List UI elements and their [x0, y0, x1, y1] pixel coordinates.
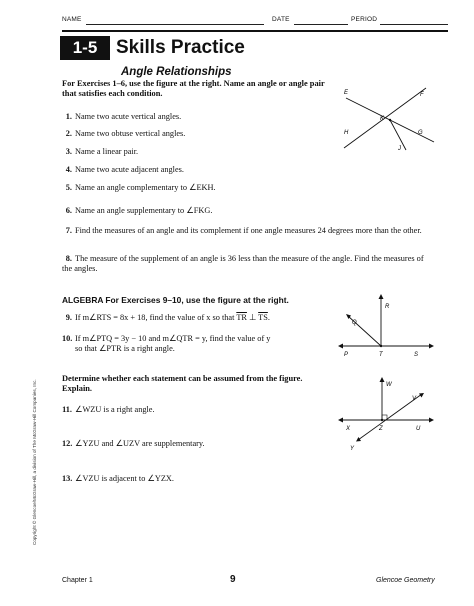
label-x: X — [346, 426, 351, 432]
q-text: Name an angle complementary to ∠EKH. — [75, 183, 216, 192]
q-number: 7. — [65, 226, 72, 235]
arrow-up-icon — [379, 294, 384, 299]
label-u: U — [416, 426, 421, 432]
arrow-up-icon — [380, 377, 385, 382]
question-2 — [62, 129, 185, 139]
q-end: . — [267, 313, 270, 322]
q-number: 13. — [62, 474, 73, 483]
point-k — [389, 119, 391, 121]
q-text: ∠VZU is adjacent to ∠YZX. — [75, 474, 174, 483]
figure-intersecting-lines — [336, 76, 446, 166]
q-number: 12. — [62, 439, 73, 448]
label-y: Y — [350, 446, 355, 452]
question-12 — [62, 439, 205, 449]
q-text: Name a linear pair. — [75, 147, 139, 156]
question-10 — [62, 334, 270, 344]
q-number: 5. — [65, 183, 72, 192]
question-10-cont: so that ∠PTR is a right angle. — [75, 344, 175, 353]
q-text: ∠YZU and ∠UZV are supplementary. — [75, 439, 205, 448]
date-line[interactable] — [294, 24, 348, 25]
question-5 — [62, 183, 216, 193]
q-text: If m∠RTS = 8x + 18, find the value of x so that — [75, 313, 237, 322]
label-w: W — [386, 382, 392, 388]
q-number: 3. — [65, 147, 72, 156]
arrow-left-icon — [338, 344, 343, 349]
q-text: Name an angle supplementary to ∠FKG. — [75, 206, 213, 215]
perp-symbol: ⊥ — [246, 313, 259, 322]
q-text: Name two acute adjacent angles. — [75, 165, 184, 174]
question-6 — [62, 206, 212, 216]
q-text: Find the measures of an angle and its complement if one angle measures 24 degrees more than the other. — [75, 226, 422, 235]
line-h-f — [344, 88, 426, 148]
label-g: G — [418, 130, 423, 136]
question-11 — [62, 405, 155, 415]
footer-book: Glencoe Geometry — [376, 577, 435, 584]
section2-instructions: ALGEBRA For Exercises 9–10, use the figure at the right. — [62, 295, 289, 305]
label-k: K — [380, 116, 385, 122]
page-number: 9 — [230, 574, 236, 585]
label-t: T — [379, 352, 383, 358]
label-z: Z — [379, 426, 383, 432]
q-text: The measure of the supplement of an angle is 36 less than the measure of the angle. Find the measures of the angles. — [62, 254, 424, 273]
copyright-notice: Copyright © Glencoe/McGraw-Hill, a division of The McGraw-Hill Companies, Inc. — [32, 379, 37, 545]
arrow-left-icon — [338, 418, 343, 423]
q-text: Name two obtuse vertical angles. — [75, 129, 186, 138]
q-number: 10. — [62, 334, 73, 343]
question-4 — [62, 165, 184, 175]
period-label: PERIOD — [351, 16, 378, 23]
section1-instructions: For Exercises 1–6, use the figure at the right. Name an angle or angle pair that satisfies each condition. — [62, 79, 325, 98]
q-text: Name two acute vertical angles. — [75, 112, 182, 121]
q-number: 2. — [65, 129, 72, 138]
section3-instructions: Determine whether each statement can be assumed from the figure. Explain. — [62, 374, 303, 393]
q-text: If m∠PTQ = 3y − 10 and m∠QTR = y, find the value of y — [75, 334, 271, 343]
arrow-right-icon — [429, 418, 434, 423]
lesson-badge: 1-5 — [60, 36, 110, 60]
label-e: E — [344, 90, 349, 96]
label-v: V — [412, 396, 417, 402]
name-label: NAME — [62, 16, 82, 23]
footer-chapter: Chapter 1 — [62, 577, 93, 584]
label-j: J — [398, 146, 401, 152]
question-3 — [62, 147, 138, 157]
label-s: S — [414, 352, 419, 358]
period-line[interactable] — [380, 24, 448, 25]
question-7 — [62, 226, 434, 236]
question-13 — [62, 474, 174, 484]
question-8 — [62, 254, 434, 274]
label-f: F — [420, 92, 424, 98]
question-9 — [62, 313, 270, 323]
arrow-y-icon — [356, 437, 361, 442]
label-r: R — [385, 304, 390, 310]
figure-lines-wzu — [336, 374, 436, 464]
segment-tr: $\overline{TR}$ — [236, 313, 247, 322]
point-t — [380, 345, 382, 347]
q-number: 1. — [65, 112, 72, 121]
point-z — [381, 419, 383, 421]
figure-perpendicular-ray — [336, 292, 436, 362]
name-line[interactable] — [86, 24, 264, 25]
label-p: P — [344, 352, 349, 358]
segment-ts: $\overline{TS}$ — [258, 313, 268, 322]
label-h: H — [344, 130, 349, 136]
header-rule — [62, 30, 448, 32]
lesson-subtitle: Angle Relationships — [121, 66, 232, 78]
q-number: 11. — [62, 405, 72, 414]
q-number: 4. — [65, 165, 72, 174]
arrow-right-icon — [429, 344, 434, 349]
q-number: 9. — [65, 313, 72, 322]
label-q: Q — [352, 320, 357, 326]
q-number: 8. — [65, 254, 72, 263]
page-title: Skills Practice — [116, 37, 245, 58]
q-text: ∠WZU is a right angle. — [75, 405, 155, 414]
question-1 — [62, 112, 181, 122]
date-label: DATE — [272, 16, 290, 23]
q-number: 6. — [65, 206, 72, 215]
